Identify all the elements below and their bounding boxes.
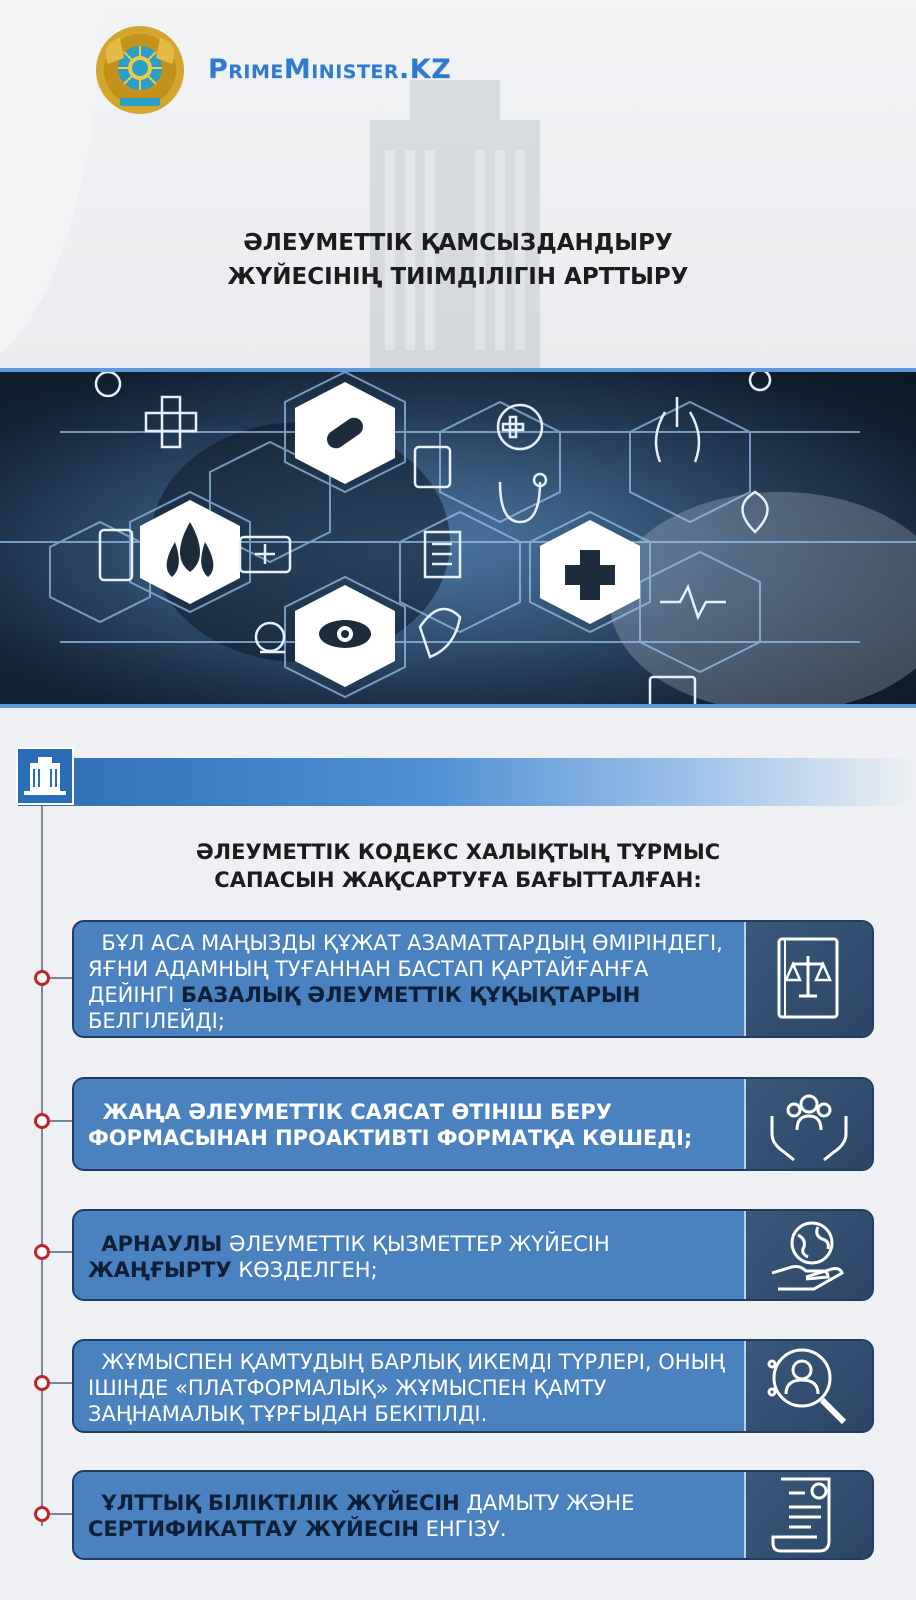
globe-in-hand-icon [766, 1215, 852, 1295]
medical-technology-banner [0, 368, 916, 708]
page-title-line2: ЖҮЙЕСІНІҢ ТИІМДІЛІГІН АРТТЫРУ [227, 264, 689, 290]
list-item-text-part: БЕЛГІЛЕЙДІ; [88, 1009, 225, 1033]
timeline-dot [34, 1506, 50, 1522]
timeline-connector [50, 1513, 72, 1515]
timeline-connector [50, 1382, 72, 1384]
timeline-dot [34, 1244, 50, 1260]
employee-search-icon [766, 1344, 852, 1428]
people-in-hands-icon [766, 1086, 852, 1162]
header [0, 0, 916, 370]
list-item-icon-box [744, 1211, 872, 1299]
list-item-text-part: ЖАҢА ӘЛЕУМЕТТІК САЯСАТ ӨТІНІШ БЕРУ ФОРМАСЫНАН ПРОАКТИВТІ ФОРМАТҚА КӨШЕДІ; [88, 1100, 693, 1150]
page-title-line1: ӘЛЕУМЕТТІК ҚАМСЫЗДАНДЫРУ [243, 230, 673, 256]
list-item-text-part: БҰЛ АСА МАҢЫЗДЫ ҚҰЖАТ АЗАМАТТАРДЫҢ ӨМІРІНДЕГІ, ЯҒНИ АДАМНЫҢ ТУҒАННАН БАСТАП ҚАРТАЙҒАНҒА ДЕЙІНГІ [88, 931, 723, 1007]
list-item-text-highlight: ҰЛТТЫҚ БІЛІКТІЛІК ЖҮЙЕСІН [101, 1491, 460, 1515]
list-item-text-highlight: БАЗАЛЫҚ ӘЛЕУМЕТТІК ҚҰҚЫҚТАРЫН [181, 983, 641, 1007]
decorative-white-curve [0, 0, 105, 370]
government-building-icon [330, 80, 580, 370]
list-item [72, 1209, 874, 1301]
list-item-text [88, 930, 730, 1034]
list-item [72, 1077, 874, 1171]
list-item-text [88, 1231, 730, 1283]
list-item-icon-box [744, 1341, 872, 1431]
list-item-icon-box [744, 1079, 872, 1169]
timeline-dot [34, 1375, 50, 1391]
list-item-text-part: КӨЗДЕЛГЕН; [231, 1258, 378, 1282]
list-item-text [88, 1349, 730, 1427]
section-header-bar [18, 758, 916, 806]
medical-icons-illustration [0, 372, 916, 708]
state-emblem-icon [94, 24, 186, 116]
timeline-dot [34, 970, 50, 986]
timeline-connector [50, 1251, 72, 1253]
timeline-connector [50, 977, 72, 979]
section-title-line1: ӘЛЕУМЕТТІК КОДЕКС ХАЛЫҚТЫҢ ТҰРМЫС [195, 840, 721, 864]
section-title-line2: САПАСЫН ЖАҚСАРТУҒА БАҒЫТТАЛҒАН: [214, 868, 702, 892]
list-item-text-part: ӘЛЕУМЕТТІК ҚЫЗМЕТТЕР ЖҮЙЕСІН [222, 1232, 610, 1256]
timeline-dot [34, 1113, 50, 1129]
list-item [72, 920, 874, 1038]
timeline-line [41, 806, 43, 1526]
certificate-icon [771, 1473, 847, 1557]
list-item-icon-box [744, 922, 872, 1036]
list-item-text-part: ДАМЫТУ ЖӘНЕ [459, 1491, 635, 1515]
list-item-text-part: ЕНГІЗУ. [418, 1517, 507, 1541]
list-item [72, 1339, 874, 1433]
list-item-text [88, 1099, 730, 1151]
list-item-text-part: ЖҰМЫСПЕН ҚАМТУДЫҢ БАРЛЫҚ ИКЕМДІ ТҮРЛЕРІ, ОНЫҢ ІШІНДЕ «ПЛАТФОРМАЛЫҚ» ЖҰМЫСПЕН ҚАМТУ ЗАҢНАМАЛЫҚ ТҰРҒЫДАН БЕКІТІЛДІ. [88, 1350, 725, 1426]
brand-name[interactable]: PrimeMinister.KZ [208, 54, 452, 85]
timeline-connector [50, 1120, 72, 1122]
list-item-icon-box [744, 1472, 872, 1558]
list-item-text [88, 1490, 730, 1542]
page-title [0, 226, 916, 294]
list-item-text-highlight: АРНАУЛЫ [101, 1232, 223, 1256]
section-header-icon [16, 747, 74, 805]
list-item-text-highlight: СЕРТИФИКАТТАУ ЖҮЙЕСІН [88, 1517, 419, 1541]
list-item [72, 1470, 874, 1560]
list-item-text-highlight: ЖАҢҒЫРТУ [88, 1258, 232, 1282]
legal-book-icon [769, 934, 849, 1024]
section-title [0, 838, 916, 894]
government-building-icon [18, 749, 72, 803]
